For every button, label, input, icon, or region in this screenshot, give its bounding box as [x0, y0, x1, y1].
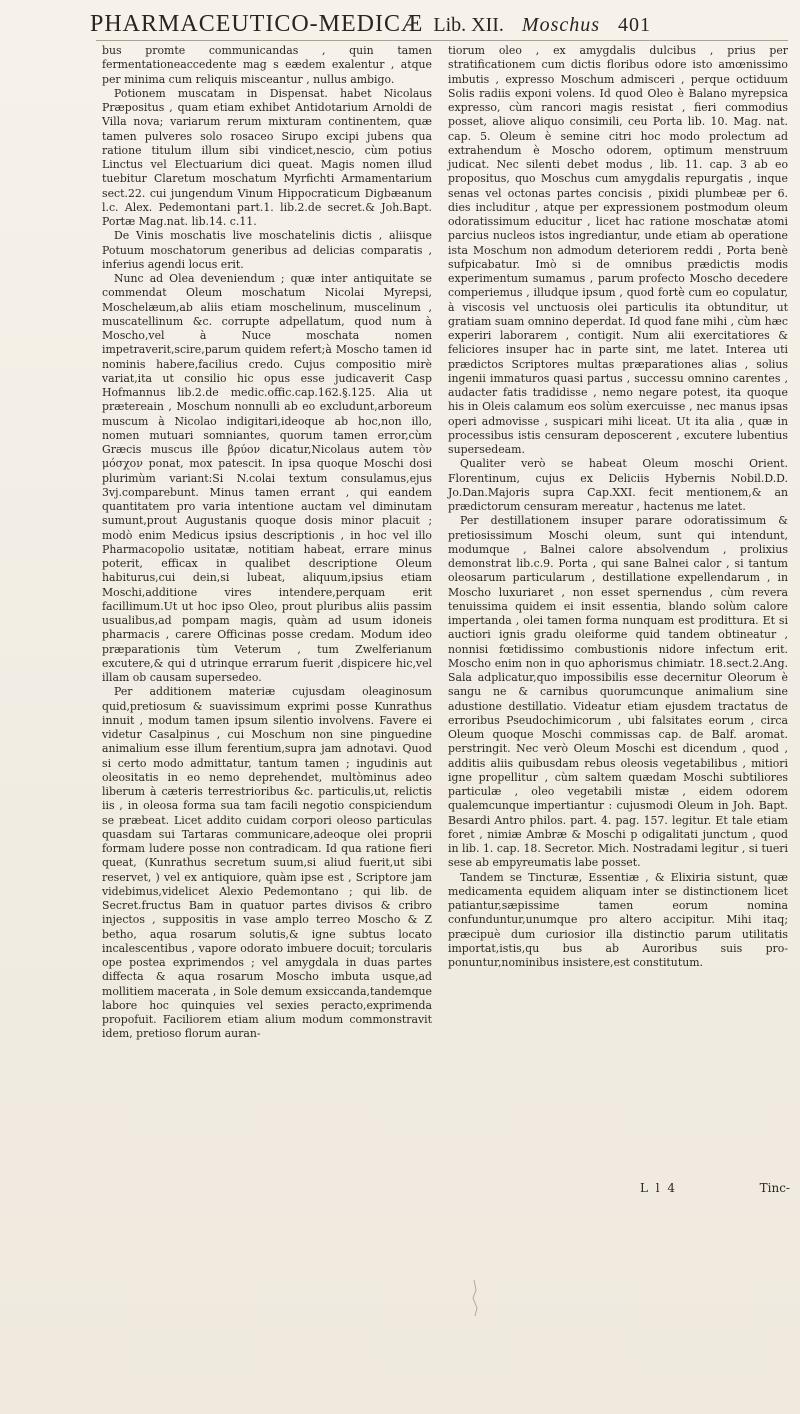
left-paragraph: bus promte communicandas , quin tamen fermentationeaccedente mag s eædem exalentur , atque per minima cum reliquis misceantur , nullus ambigo.	[102, 44, 432, 86]
section-name: Moschus	[521, 14, 601, 36]
left-paragraph: Nunc ad Olea deveniendum ; quæ inter antiquitate se commendat Oleum moschatum Nicolai Myrepsi, Moschelæum,ab aliis etiam moschelinum, muscelinum , muscatellinum &c. corrupte adpellatum, quod num à Moscho,vel à Nuce moschata nomen impetraverit,scire,parum quidem refert;à Moscho tamen id nominis habere,facilius credo. Cujus compositio mirè variat,ita ut consilio hic opus esse judicaverit Casp Hofmannus lib.2.de medic.offic.cap.162.§.125. Alia ut prætereain , Moschum nonnulli ab eo excludunt,arboreum muscum à Nicolao indigitari,ideoque ab hoc,non illo, nomen mutuari somniantes, quorum tamen error,cùm Græcis muscus ille βρύον dicatur,Nicolaus autem τὸν μόσχον ponat, mox patescit. In ipsa quoque Moschi dosi plurimùm variant:Si N.colai textum consulamus,ejus 3vj.comparebunt. Minus tamen errant , qui eandem quantitatem pro varia intentione auctam vel diminutam sumunt,prout Augustanis quoque dosis minor placuit ; modò enim Medicus ipsius descriptionis , in hoc vel illo Pharmacopolio usitatæ, notitiam habeat, errare minus poterit, efficax in qualibet descriptione Oleum habiturus,cui dein,si lubeat, aliquum,ipsius etiam Moschi,additione vires intendere,perquam erit facillimum.Ut ut hoc ipso Oleo, prout pluribus aliis passim usualibus,ad pompam magis, quàm ad usum idoneis pharmacis , carere Officinas posse credam. Modum ideo præparationis tùm Veterum , tum Zwelferianum excutere,& qui d utrinque errarum fuerit ,dispicere hic,vel illam ob causam supersedeo.	[102, 272, 432, 684]
signature-mark: L l 4	[640, 1181, 678, 1195]
right-paragraph: Tandem se Tincturæ, Essentiæ , & Elixiria sistunt, quæ medicamenta equidem aliquam inter se distinctionem licet patiantur,sæpissime tamen eorum nomina confunduntur,unumque pro altero accipitur. Mihi itaq; præcipuè dum curiosior illa distinctio parum utilitatis importat,istis,qu bus ab Auroribus suis pro-ponuntur,nominibus insistere,est constitutum.	[448, 870, 788, 969]
paper-speck-marks	[470, 1278, 484, 1318]
page-header	[90, 4, 790, 38]
left-paragraph: Per additionem materiæ cujusdam oleaginosum quid,pretiosum & suavissimum exprimi posse Kunrathus innuit , modum tamen ipsum silentio involvens. Favere ei videtur Casalpinus , cui Moschum non sine pinguedine animalium esse illum ferentium,supra jam adnotavi. Quod si certo modo admittatur, tantum tamen ; ingudinis aut oleositatis in eo nemo deprehendet, multòminus adeo liberum à cæteris terrestrioribus &c. particulis,ut, relictis iis , in oleosa forma sua tam facili negotio conspiciendum se præbeat. Licet addito cuidam corpori oleoso particulas quasdam sui Tartaras communicare,adeoque olei proprii formam ludere posse non contradicam. Id qua ratione fieri queat, (Kunrathus secretum suum,si aliud fuerit,ut sibi reservet, ) vel ex antiquiore, quàm ipse est , Scriptore jam videbimus,videlicet Alexio Pedemontano ; qui lib. de Secret.fructus Bam in quatuor partes divisos & cribro injectos , suppositis in vase amplo terreo Moscho & Z betho, aqua rosarum solutis,& igne subtus locato incalescentibus , vapore odorato imbuere docuit; torcularis ope postea exprimendos ; vel amygdala in duas partes diffecta & aqua rosarum Moscho imbuta usque,ad mollitiem macerata , in Sole demum exsiccanda,tandemque labore hoc quinquies vel sexies peracto,exprimenda propofuit. Faciliorem etiam alium modum commonstravit idem, pretioso florum auran-	[102, 685, 433, 1041]
right-paragraph: Qualiter verò se habeat Oleum moschi Orient. Florentinum, cujus ex Deliciis Hybernis Nobil.D.D. Jo.Dan.Majoris supra Cap.XXI. fecit mentionem,& an prædictorum censuram mereatur , hactenus me latet.	[448, 457, 788, 513]
left-column	[102, 44, 432, 1042]
page-number: 401	[618, 14, 652, 36]
right-paragraph: Per destillationem insuper parare odoratissimum & pretiosissimum Moschi oleum, sunt qui intendunt, modumque , Balnei calore absolvendum , prolixius demonstrat lib.c.9. Porta , qui sane Balnei calor , si tantum oleosarum particularum , destillatione expellendarum , in Moscho luxuriaret , non esset spernendus , cùm revera tenuissima quidem ei insit essentia, blando solùm calore impertanda , olei tamen forma nunquam est prodittura. Et si auctiori ignis gradu oleiforme quid tandem obtineatur , nonnisi fœtidissimo combustionis nidore infectum erit. Moscho enim non in quo aphorismus chimiatr. 18.sect.2.Ang. Sala adplicatur,quo impossibilis esse decernitur Oleorum è sangu ne & carnibus quorumcunque animalium sine adustione destillatio. Videatur etiam ejusdem tractatus de erroribus Pseudochimicorum , ubi falsitates eorum , circa Oleum quoque Moschi commissas cap. de Balf. aromat. perstringit. Nec verò Oleum Moschi est dicendum , quod , additis aliis quibusdam rebus oleosis vegetabilibus , mitiori igne propellitur , cùm saltem quædam Moschi subtiliores particulæ , oleo vegetabili mistæ , eidem odorem qualemcunque impertiantur : cujusmodi Oleum in Joh. Bapt. Besardi Antro philos. part. 4. pag. 157. legitur. Et tale etiam foret , nimiæ Ambræ & Moschi p odigalitati junctum , quod in lib. 1. cap. 18. Secretor. Mich. Nostradami legitur , si tueri sese ab empyreumatis labe posset.	[448, 514, 788, 870]
right-column	[448, 44, 788, 970]
running-head-title: PHARMACEUTICO-MEDICÆ	[90, 11, 424, 37]
catchword: Tinc-	[759, 1181, 790, 1195]
right-paragraph: tiorum oleo , ex amygdalis dulcibus , prius per stratificationem cum dictis floribus odore isto amœnissimo imbutis , expresso Moschum admisceri , perque octiduum Solis radiis exponi volens. Id quod Oleo è Balano myrepsica expresso, cùm rancori magis resistat , fieri commodius posset, aliove aliquo consimili, ceu Porta lib. 10. Mag. nat. cap. 5. Oleum è semine citri hoc modo prolectum ad extrahendum è Moscho odorem, optimum menstruum judicat. Nec silenti debet modus , lib. 11. cap. 3 ab eo propositus, quo Moschus cum amygdalis repurgatis , inque senas vel octonas partes concisis , pixidi plumbeæ per 6. dies includitur , atque per expressionem postmodum oleum odoratissimum educitur , licet hac ratione moschatæ atomi parcius nucleos istos ingrediantur, unde etiam ab operatione ista Moschum non admodum deteriorem reddi , Porta benè sufpicabatur. Imò si de omnibus prædictis modis experimentum sumamus , parum profecto Moscho decedere comperiemus , illudque ipsum , quod fortè cum eo copulatur, à viscosis vel unctuosis olei particulis ita obtunditur, ut gratiam suam omnino deperdat. Id quod fane mihi , cùm hæc experiri laborarem , contigit. Num alii exercitatiores & feliciores insuper hac in parte sint, me latet. Interea uti prædictos Scriptores multas præparationes alias , solius ingenii immaturos quasi partus , successu omnino carentes , audacter fatis tradidisse , nemo negare potest, ita quoque his in Oleis calamum eos solùm exercuisse , nec manus ipsas operi admovisse , suspicari mihi liceat. Ut ita alia , quæ in processibus istis censuram deposcerent , excutere lubentius supersedeam.	[448, 44, 788, 456]
page-footer	[640, 1178, 790, 1198]
book-reference: Lib. XII.	[433, 14, 504, 36]
left-paragraph: Potionem muscatam in Dispensat. habet Nicolaus Præpositus , quam etiam exhibet Antidotarium Arnoldi de Villa nova; variarum rerum mixturam continentem, quæ tamen pulveres solo rosaceo Sirupo excipi jubens qua ratione titulum illum sibi vindicet,nescio, cùm potius Linctus vel Electuarium dici queat. Magis nomen illud tuebitur Claretum moschatum Myrfichti Armamentarium sect.22. cui jungendum Vinum Hippocraticum Digbæanum l.c. Alex. Pedemontani part.1. lib.2.de secret.& Joh.Bapt. Portæ Mag.nat. lib.14. c.11.	[102, 86, 432, 228]
header-rule	[96, 40, 788, 41]
left-paragraph: De Vinis moschatis live moschatelinis dictis , aliisque Potuum moschatorum generibus ad delicias comparatis , inferius agendi locus erit.	[102, 229, 432, 271]
